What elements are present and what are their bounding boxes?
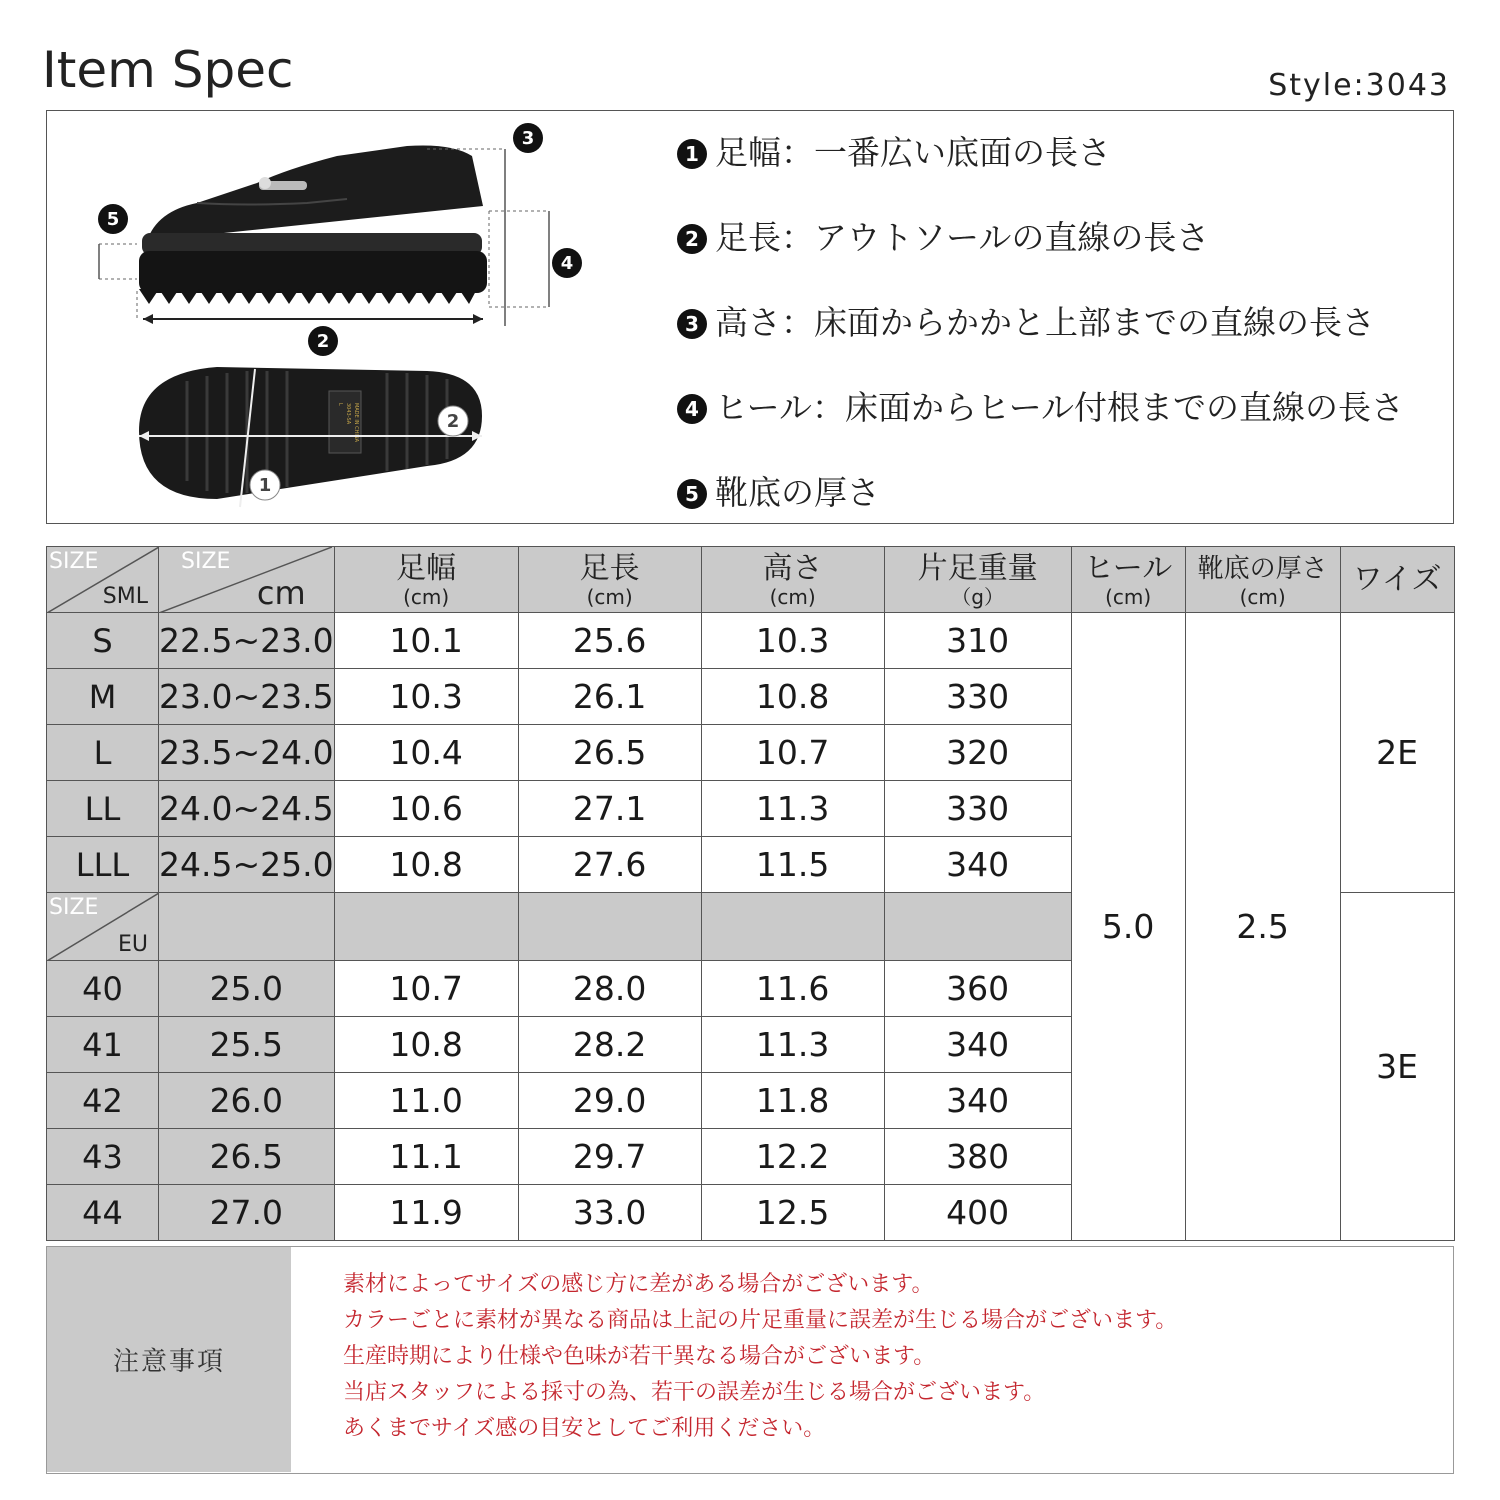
corner-cm-label: cm bbox=[256, 574, 306, 612]
shoe-side-view bbox=[139, 145, 487, 304]
weight: 330 bbox=[884, 669, 1071, 725]
foot-length: 25.6 bbox=[518, 613, 701, 669]
wise-eu: 3E bbox=[1340, 893, 1454, 1241]
size-sml-corner bbox=[47, 547, 159, 613]
height: 10.7 bbox=[701, 725, 884, 781]
corner-size-label: SIZE bbox=[49, 895, 99, 920]
marker-1-label: 1 bbox=[258, 475, 272, 496]
foot-width: 11.9 bbox=[334, 1185, 518, 1241]
marker-4-label: 4 bbox=[560, 253, 574, 274]
spec-diagram-box bbox=[46, 110, 1454, 524]
eu-header-blank bbox=[884, 893, 1071, 961]
height: 10.8 bbox=[701, 669, 884, 725]
marker-2-sole-label: 2 bbox=[446, 411, 460, 432]
height: 12.5 bbox=[701, 1185, 884, 1241]
note-line: 当店スタッフによる採寸の為、若干の誤差が生じる場合がございます。 bbox=[343, 1380, 1046, 1405]
eu-header-blank bbox=[701, 893, 884, 961]
size-cm: 25.5 bbox=[159, 1017, 335, 1073]
notes-label: 注意事項 bbox=[47, 1247, 291, 1472]
header-foot-width: 足幅 (cm) bbox=[334, 547, 518, 613]
note-line: カラーごとに素材が異なる商品は上記の片足重量に誤差が生じる場合がございます。 bbox=[343, 1308, 1178, 1333]
size-label: 41 bbox=[47, 1017, 159, 1073]
eu-header-blank bbox=[159, 893, 335, 961]
foot-length: 27.6 bbox=[518, 837, 701, 893]
number-icon: 1 bbox=[677, 139, 707, 169]
note-line: 生産時期により仕様や色味が若干異なる場合がございます。 bbox=[343, 1344, 936, 1369]
size-cm-corner bbox=[159, 547, 335, 613]
weight: 340 bbox=[884, 837, 1071, 893]
foot-width: 10.1 bbox=[334, 613, 518, 669]
shoe-diagram bbox=[47, 111, 667, 521]
size-label: M bbox=[47, 669, 159, 725]
size-label: LL bbox=[47, 781, 159, 837]
size-label: S bbox=[47, 613, 159, 669]
weight: 400 bbox=[884, 1185, 1071, 1241]
foot-width: 11.1 bbox=[334, 1129, 518, 1185]
definition-text: 足幅：一番広い底面の長さ bbox=[715, 133, 1111, 172]
marker-2-label: 2 bbox=[316, 331, 330, 352]
weight: 380 bbox=[884, 1129, 1071, 1185]
foot-length: 33.0 bbox=[518, 1185, 701, 1241]
eu-header-blank bbox=[518, 893, 701, 961]
size-label: 43 bbox=[47, 1129, 159, 1185]
height: 11.5 bbox=[701, 837, 884, 893]
foot-length: 28.2 bbox=[518, 1017, 701, 1073]
note-line: あくまでサイズ感の目安としてご利用ください。 bbox=[343, 1416, 826, 1441]
size-label: L bbox=[47, 725, 159, 781]
header-height: 高さ (cm) bbox=[701, 547, 884, 613]
weight: 330 bbox=[884, 781, 1071, 837]
corner-size-label: SIZE bbox=[181, 549, 231, 574]
header-weight: 片足重量 （g） bbox=[884, 547, 1071, 613]
foot-width: 10.6 bbox=[334, 781, 518, 837]
corner-sml-label: SML bbox=[102, 584, 148, 609]
marker-3-label: 3 bbox=[521, 128, 535, 149]
size-eu-corner bbox=[47, 893, 159, 961]
foot-width: 10.7 bbox=[334, 961, 518, 1017]
notes-list bbox=[343, 1267, 1177, 1447]
sole-value: 2.5 bbox=[1185, 613, 1340, 1241]
number-icon: 3 bbox=[677, 309, 707, 339]
definition-item bbox=[677, 301, 1375, 345]
size-cm: 23.0~23.5 bbox=[159, 669, 335, 725]
definition-text: 足長：アウトソールの直線の長さ bbox=[715, 218, 1210, 257]
corner-eu-label: EU bbox=[117, 932, 148, 957]
foot-length: 27.1 bbox=[518, 781, 701, 837]
height: 11.3 bbox=[701, 781, 884, 837]
size-cm: 24.5~25.0 bbox=[159, 837, 335, 893]
height: 11.3 bbox=[701, 1017, 884, 1073]
foot-length: 26.5 bbox=[518, 725, 701, 781]
definition-text: ヒール：床面からヒール付根までの直線の長さ bbox=[715, 388, 1405, 427]
weight: 360 bbox=[884, 961, 1071, 1017]
size-cm: 24.0~24.5 bbox=[159, 781, 335, 837]
size-table bbox=[46, 546, 1455, 1241]
number-icon: 4 bbox=[677, 394, 707, 424]
foot-width: 10.8 bbox=[334, 837, 518, 893]
height: 10.3 bbox=[701, 613, 884, 669]
header-sole: 靴底の厚さ (cm) bbox=[1185, 547, 1340, 613]
foot-width: 10.8 bbox=[334, 1017, 518, 1073]
foot-length: 28.0 bbox=[518, 961, 701, 1017]
wise-sml: 2E bbox=[1340, 613, 1454, 893]
eu-header-blank bbox=[334, 893, 518, 961]
size-label: 42 bbox=[47, 1073, 159, 1129]
style-number: Style:3043 bbox=[1268, 68, 1450, 103]
size-cm: 26.0 bbox=[159, 1073, 335, 1129]
foot-length: 29.0 bbox=[518, 1073, 701, 1129]
shoe-sole-view bbox=[139, 367, 482, 499]
size-cm: 25.0 bbox=[159, 961, 335, 1017]
foot-width: 11.0 bbox=[334, 1073, 518, 1129]
height: 11.6 bbox=[701, 961, 884, 1017]
definition-text: 高さ：床面からかかと上部までの直線の長さ bbox=[715, 303, 1375, 342]
size-cm: 27.0 bbox=[159, 1185, 335, 1241]
definition-item bbox=[677, 216, 1209, 260]
notes-box bbox=[46, 1246, 1454, 1474]
definition-item bbox=[677, 131, 1111, 175]
size-cm: 26.5 bbox=[159, 1129, 335, 1185]
table-row bbox=[47, 613, 1455, 669]
number-icon: 5 bbox=[677, 479, 707, 509]
weight: 320 bbox=[884, 725, 1071, 781]
heel-value: 5.0 bbox=[1071, 613, 1185, 1241]
size-cm: 22.5~23.0 bbox=[159, 613, 335, 669]
sole-label-size: L bbox=[337, 403, 343, 406]
foot-width: 10.3 bbox=[334, 669, 518, 725]
header-wise: ワイズ bbox=[1340, 547, 1454, 613]
sole-label-origin: MADE IN CHINA bbox=[353, 403, 359, 443]
table-header-row bbox=[47, 547, 1455, 613]
marker-5-label: 5 bbox=[106, 209, 120, 230]
weight: 340 bbox=[884, 1017, 1071, 1073]
header-heel: ヒール (cm) bbox=[1071, 547, 1185, 613]
size-label: 40 bbox=[47, 961, 159, 1017]
corner-size-label: SIZE bbox=[49, 549, 99, 574]
weight: 340 bbox=[884, 1073, 1071, 1129]
height: 12.2 bbox=[701, 1129, 884, 1185]
sole-label-code: 3043-SA bbox=[345, 403, 351, 425]
size-label: LLL bbox=[47, 837, 159, 893]
foot-length: 26.1 bbox=[518, 669, 701, 725]
size-label: 44 bbox=[47, 1185, 159, 1241]
header-foot-length: 足長 (cm) bbox=[518, 547, 701, 613]
foot-length: 29.7 bbox=[518, 1129, 701, 1185]
size-cm: 23.5~24.0 bbox=[159, 725, 335, 781]
definition-text: 靴底の厚さ bbox=[715, 473, 880, 512]
foot-width: 10.4 bbox=[334, 725, 518, 781]
definition-item bbox=[677, 471, 880, 515]
weight: 310 bbox=[884, 613, 1071, 669]
number-icon: 2 bbox=[677, 224, 707, 254]
page-title: Item Spec bbox=[42, 41, 294, 99]
note-line: 素材によってサイズの感じ方に差がある場合がございます。 bbox=[343, 1272, 934, 1297]
height: 11.8 bbox=[701, 1073, 884, 1129]
definition-item bbox=[677, 386, 1404, 430]
